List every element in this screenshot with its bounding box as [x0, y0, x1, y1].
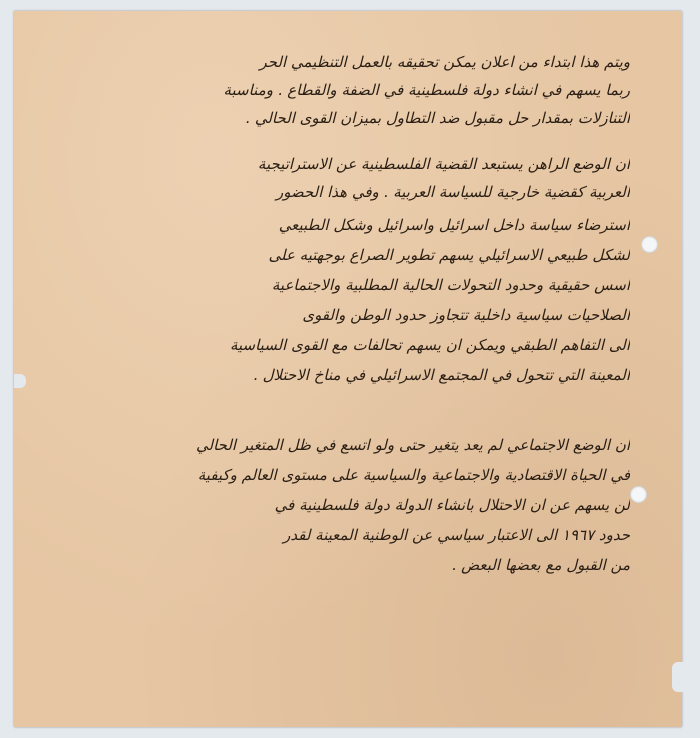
paper-tear-right — [672, 662, 684, 692]
text-line: لن يسهم عن ان الاحتلال بانشاء الدولة دولة فلسطينية في — [274, 496, 630, 514]
paragraph-2 — [40, 210, 630, 390]
text-line: لشكل طبيعي الاسرائيلي يسهم تطوير الصراع بوجهتيه على — [268, 246, 630, 264]
punch-hole-bottom — [630, 486, 647, 503]
text-line: في الحياة الاقتصادية والاجتماعية والسياسية على مستوى العالم وكيفية — [197, 466, 630, 484]
paper-tear-left — [14, 374, 26, 388]
paragraph-1 — [40, 48, 630, 206]
text-line: استرضاء سياسة داخل اسرائيل واسرائيل وشكل الطبيعي — [278, 216, 630, 234]
text-line: التنازلات بمقدار حل مقبول ضد التطاول بميزان القوى الحالي . — [245, 109, 630, 127]
text-line: ان الوضع الراهن يستبعد القضية الفلسطينية عن الاستراتيجية — [257, 155, 630, 173]
text-line: ويتم هذا ابتداء من اعلان يمكن تحقيقه بالعمل التنظيمي الحر — [259, 53, 630, 71]
text-line: حدود ١٩٦٧ الى الاعتبار سياسي عن الوطنية المعينة لقدر — [283, 526, 630, 544]
text-line: اسس حقيقية وحدود التحولات الحالية المطلبية والاجتماعية — [271, 276, 630, 294]
punch-hole-top — [641, 236, 658, 253]
text-line: الصلاحيات سياسية داخلية تتجاوز حدود الوطن والقوى — [302, 306, 630, 324]
paragraph-3 — [40, 430, 630, 580]
text-line: العربية كقضية خارجية للسياسة العربية . وفي هذا الحضور — [275, 183, 630, 201]
text-line: من القبول مع بعضها البعض . — [451, 556, 630, 574]
text-line: الى التفاهم الطبقي ويمكن ان يسهم تحالفات مع القوى السياسية — [229, 336, 630, 354]
text-line: ربما يسهم في انشاء دولة فلسطينية في الضفة والقطاع . ومناسبة — [223, 81, 630, 99]
text-line: ان الوضع الاجتماعي لم يعد يتغير حتى ولو اتسع في ظل المتغير الحالي — [196, 436, 630, 454]
text-line: المعينة التي تتحول في المجتمع الاسرائيلي في مناخ الاحتلال . — [253, 366, 630, 384]
